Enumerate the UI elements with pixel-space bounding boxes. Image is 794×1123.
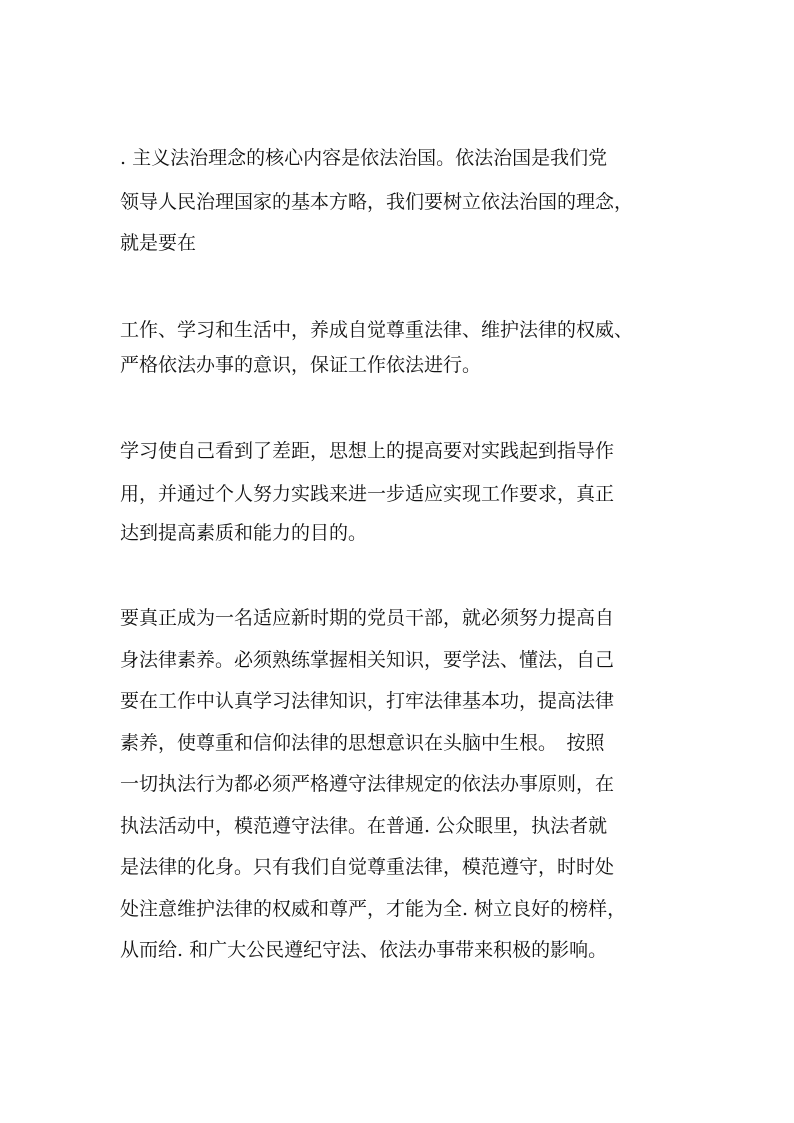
paragraph-1-line-1: . 主义法治理念的核心内容是依法治国。依法治国是我们党 — [120, 147, 608, 169]
paragraph-4-line-4: 素养，使尊重和信仰法律的思想意识在头脑中生根。 按照 — [120, 732, 605, 754]
paragraph-2-line-2: 严格依法办事的意识，保证工作依法进行。 — [120, 354, 482, 376]
paragraph-4-line-7: 是法律的化身。只有我们自觉尊重法律，模范遵守，时时处 — [120, 856, 615, 878]
paragraph-1-line-2: 领导人民治理国家的基本方略，我们要树立依法治国的理念， — [120, 191, 634, 213]
paragraph-3-line-2: 用，并通过个人努力实践来进一步适应实现工作要求，真正 — [120, 483, 615, 505]
paragraph-4-line-9: 从而给. 和广大公民遵纪守法、依法办事带来积极的影响。 — [120, 939, 608, 961]
paragraph-4-line-8: 处注意维护法律的权威和尊严，才能为全. 树立良好的榜样， — [120, 898, 627, 920]
paragraph-1-line-3: 就是要在 — [120, 232, 197, 254]
paragraph-4-line-1: 要真正成为一名适应新时期的党员干部，就必须努力提高自 — [120, 607, 615, 629]
paragraph-3-line-3: 达到提高素质和能力的目的。 — [120, 522, 368, 544]
paragraph-2-line-1: 工作、学习和生活中，养成自觉尊重法律、维护法律的权威、 — [120, 319, 634, 341]
paragraph-4-line-3: 要在工作中认真学习法律知识，打牢法律基本功，提高法律 — [120, 690, 615, 712]
paragraph-4-line-6: 执法活动中，模范遵守法律。在普通. 公众眼里，执法者就 — [120, 815, 608, 837]
paragraph-3-line-1: 学习使自己看到了差距，思想上的提高要对实践起到指导作 — [120, 440, 615, 462]
paragraph-4-line-5: 一切执法行为都必须严格遵守法律规定的依法办事原则，在 — [120, 773, 615, 795]
paragraph-4-line-2: 身法律素养。必须熟练掌握相关知识，要学法、懂法，自己 — [120, 649, 615, 671]
